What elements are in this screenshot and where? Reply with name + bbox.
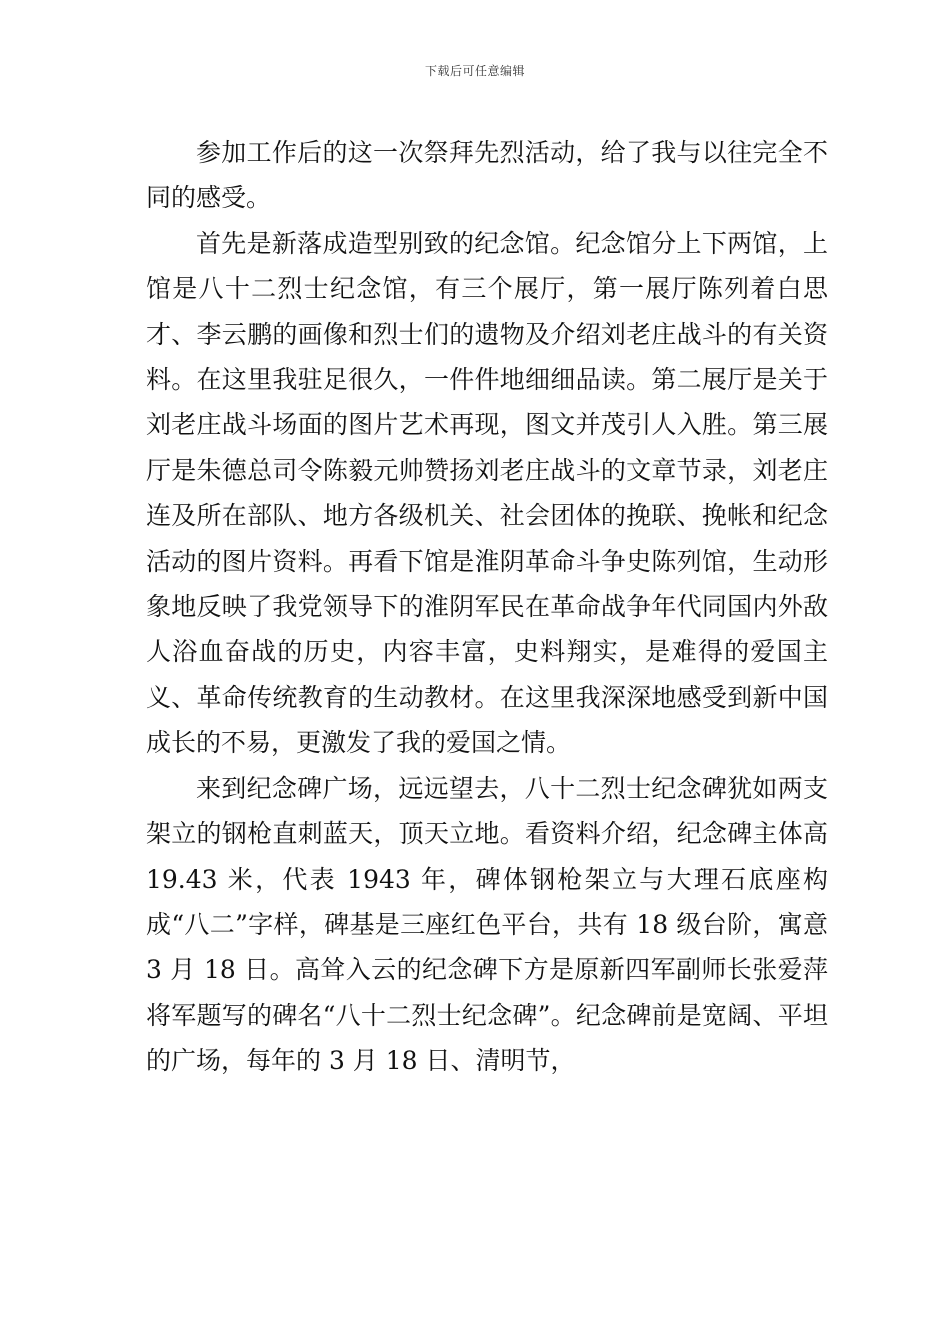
article-body: [146, 130, 828, 1084]
paragraph-3: 来到纪念碑广场，远远望去，八十二烈士纪念碑犹如两支架立的钢枪直刺蓝天，顶天立地。看资料介绍，纪念碑主体高 19.43 米，代表 1943 年，碑体钢枪架立与大理石底座构成“八二”字样，碑基是三座红色平台，共有 18 级台阶，寓意 3 月 18 日。高耸入云的纪念碑下方是原新四军副师长张爱萍将军题写的碑名“八十二烈士纪念碑”。纪念碑前是宽阔、平坦的广场，每年的 3 月 18 日、清明节，: [146, 773, 828, 1076]
page-header-note: 下载后可任意编辑: [424, 64, 525, 78]
paragraph-1: 参加工作后的这一次祭拜先烈活动，给了我与以往完全不同的感受。: [146, 138, 828, 213]
paragraph-2: 首先是新落成造型别致的纪念馆。纪念馆分上下两馆，上馆是八十二烈士纪念馆，有三个展厅，第一展厅陈列着白思才、李云鹏的画像和烈士们的遗物及介绍刘老庄战斗的有关资料。在这里我驻足很久，一件件地细细品读。第二展厅是关于刘老庄战斗场面的图片艺术再现，图文并茂引人入胜。第三展厅是朱德总司令陈毅元帅赞扬刘老庄战斗的文章节录，刘老庄连及所在部队、地方各级机关、社会团体的挽联、挽帐和纪念活动的图片资料。再看下馆是淮阴革命斗争史陈列馆，生动形象地反映了我党领导下的淮阴军民在革命战争年代同国内外敌人浴血奋战的历史，内容丰富，史料翔实，是难得的爱国主义、革命传统教育的生动教材。在这里我深深地感受到新中国成长的不易，更激发了我的爱国之情。: [146, 228, 828, 758]
